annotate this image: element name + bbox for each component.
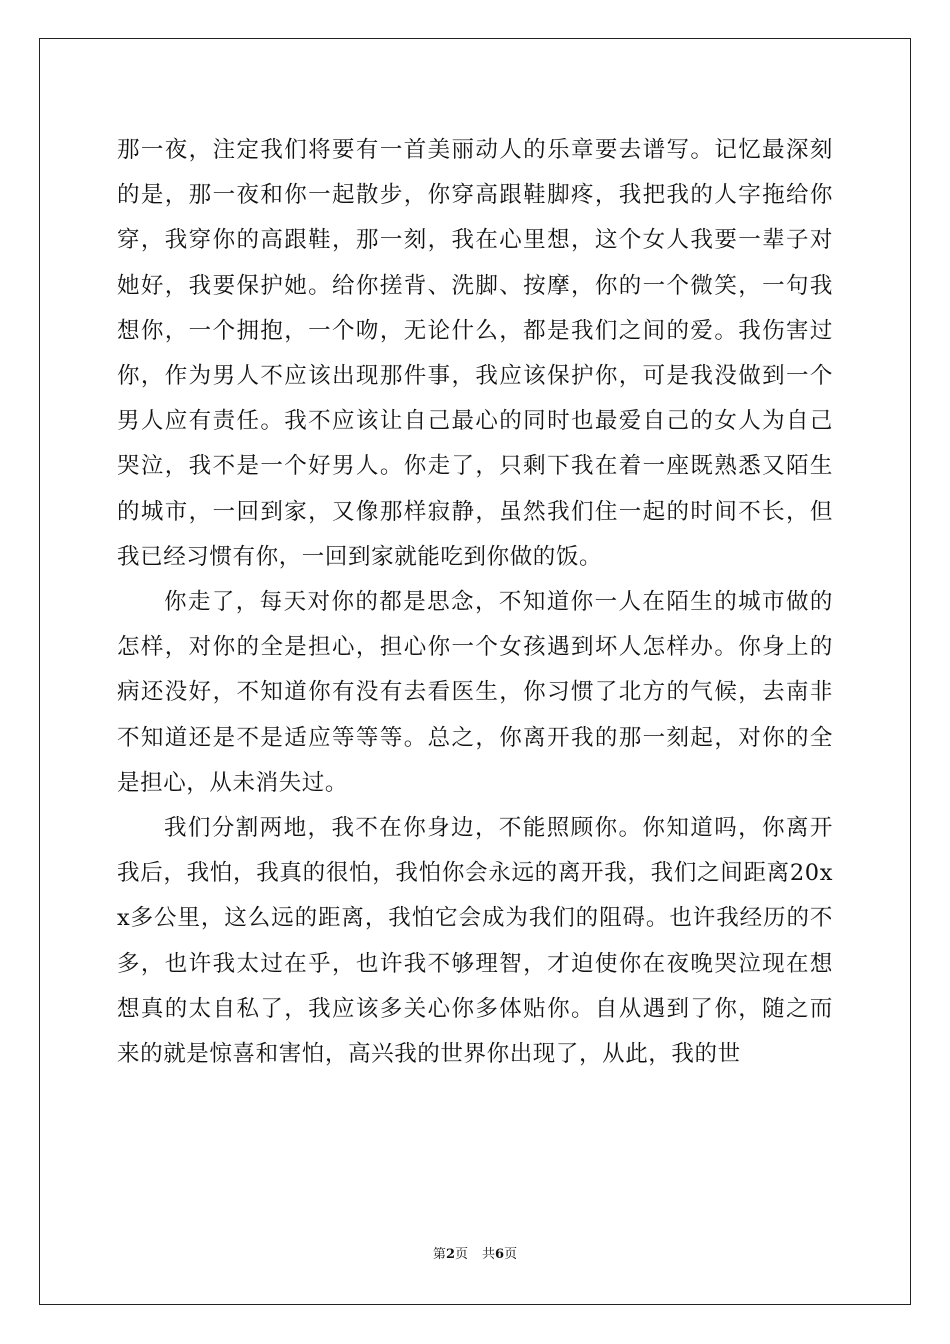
paragraph-3: 我们分割两地，我不在你身边，不能照顾你。你知道吗，你离开我后，我怕，我真的很怕，我怕你会永远的离开我，我们之间距离20xx多公里，这么远的距离，我怕它会成为我们的阻碍。也许我经历的不多，也许我太过在乎，也许我不够理智，才迫使你在夜晚哭泣现在想想真的太自私了，我应该多关心你多体贴你。自从遇到了你，随之而来的就是惊喜和害怕，高兴我的世界你出现了，从此，我的世: [117, 815, 833, 1068]
page-current-number: 2: [445, 1247, 455, 1262]
paragraph-2: 你走了，每天对你的都是思念，不知道你一人在陌生的城市做的怎样，对你的全是担心，担心你一个女孩遇到坏人怎样办。你身上的病还没好，不知道你有没有去看医生，你习惯了北方的气候，去南非不知道还是不是适应等等等。总之，你离开我的那一刻起，对你的全是担心，从未消失过。: [117, 589, 833, 796]
total-unit: 页: [504, 1247, 518, 1262]
paragraph-1: 那一夜，注定我们将要有一首美丽动人的乐章要去谱写。记忆最深刻的是，那一夜和你一起散步，你穿高跟鞋脚疼，我把我的人字拖给你穿，我穿你的高跟鞋，那一刻，我在心里想，这个女人我要一辈子对她好，我要保护她。给你搓背、洗脚、按摩，你的一个微笑，一句我想你，一个拥抱，一个吻，无论什么，都是我们之间的爱。我伤害过你，作为男人不应该出现那件事，我应该保护你，可是我没做到一个男人应有责任。我不应该让自己最心的同时也最爱自己的女人为自己哭泣，我不是一个好男人。你走了，只剩下我在着一座既熟悉又陌生的城市，一回到家，又像那样寂静，虽然我们住一起的时间不长，但我已经习惯有你，一回到家就能吃到你做的饭。: [117, 137, 833, 570]
document-body: [117, 128, 833, 1077]
total-prefix: 共: [482, 1247, 496, 1262]
page-total-number: 6: [495, 1247, 505, 1262]
page-footer: [0, 1246, 950, 1264]
page-prefix: 第: [432, 1247, 446, 1262]
page-unit: 页: [454, 1247, 468, 1262]
